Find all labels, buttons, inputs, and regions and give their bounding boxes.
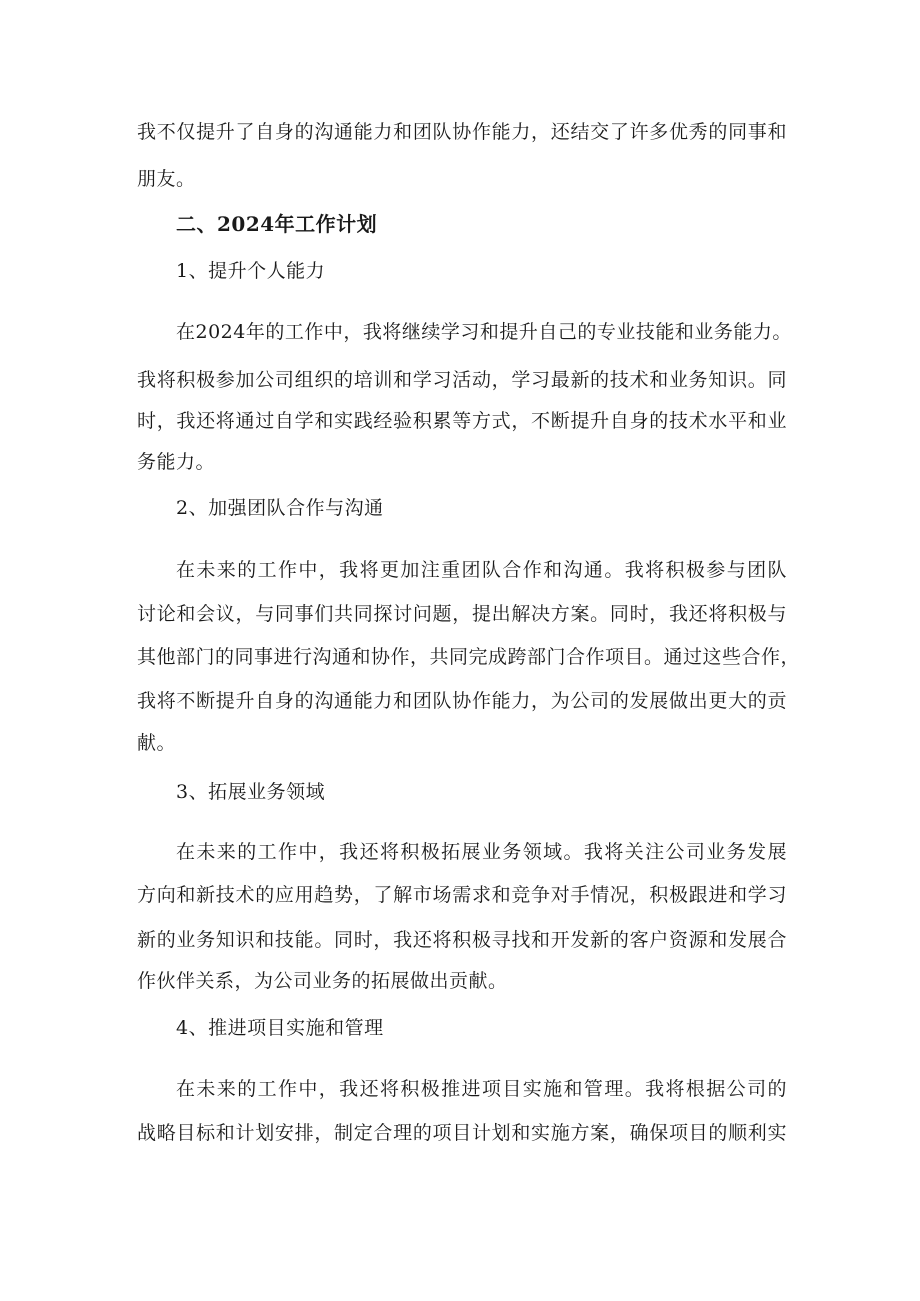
item-2-line: 其他部门的同事进行沟通和协作，共同完成跨部门合作项目。通过这些合作， xyxy=(137,646,801,668)
item-2-line: 我将不断提升自身的沟通能力和团队协作能力，为公司的发展做出更大的贡 xyxy=(137,690,787,712)
item-2-line: 献。 xyxy=(137,732,177,754)
item-heading-4: 4、推进项目实施和管理 xyxy=(176,1017,384,1039)
intro-line: 我不仅提升了自身的沟通能力和团队协作能力，还结交了许多优秀的同事和 xyxy=(137,121,787,143)
item-2-line: 在未来的工作中，我将更加注重团队合作和沟通。我将积极参与团队 xyxy=(176,559,787,581)
section-title: 二、2024年工作计划 xyxy=(176,212,378,236)
intro-line: 朋友。 xyxy=(137,168,196,190)
item-1-line: 时，我还将通过自学和实践经验积累等方式，不断提升自身的技术水平和业 xyxy=(137,410,787,432)
item-3-line: 在未来的工作中，我还将积极拓展业务领域。我将关注公司业务发展 xyxy=(176,841,787,863)
item-1-line: 我将积极参加公司组织的培训和学习活动，学习最新的技术和业务知识。同 xyxy=(137,369,787,391)
item-4-line: 战略目标和计划安排，制定合理的项目计划和实施方案，确保项目的顺利实 xyxy=(137,1122,787,1144)
item-heading-2: 2、加强团队合作与沟通 xyxy=(176,497,384,519)
item-2-line: 讨论和会议，与同事们共同探讨问题，提出解决方案。同时，我还将积极与 xyxy=(137,603,787,625)
item-3-line: 新的业务知识和技能。同时，我还将积极寻找和开发新的客户资源和发展合 xyxy=(137,929,787,951)
item-1-line: 务能力。 xyxy=(137,451,216,473)
item-3-line: 作伙伴关系，为公司业务的拓展做出贡献。 xyxy=(137,970,508,992)
item-4-line: 在未来的工作中，我还将积极推进项目实施和管理。我将根据公司的 xyxy=(176,1078,787,1100)
item-1-line: 在2024年的工作中，我将继续学习和提升自己的专业技能和业务能力。 xyxy=(176,321,792,343)
item-heading-1: 1、提升个人能力 xyxy=(176,260,326,282)
item-3-line: 方向和新技术的应用趋势，了解市场需求和竞争对手情况，积极跟进和学习 xyxy=(137,884,787,906)
item-heading-3: 3、拓展业务领域 xyxy=(176,781,326,803)
